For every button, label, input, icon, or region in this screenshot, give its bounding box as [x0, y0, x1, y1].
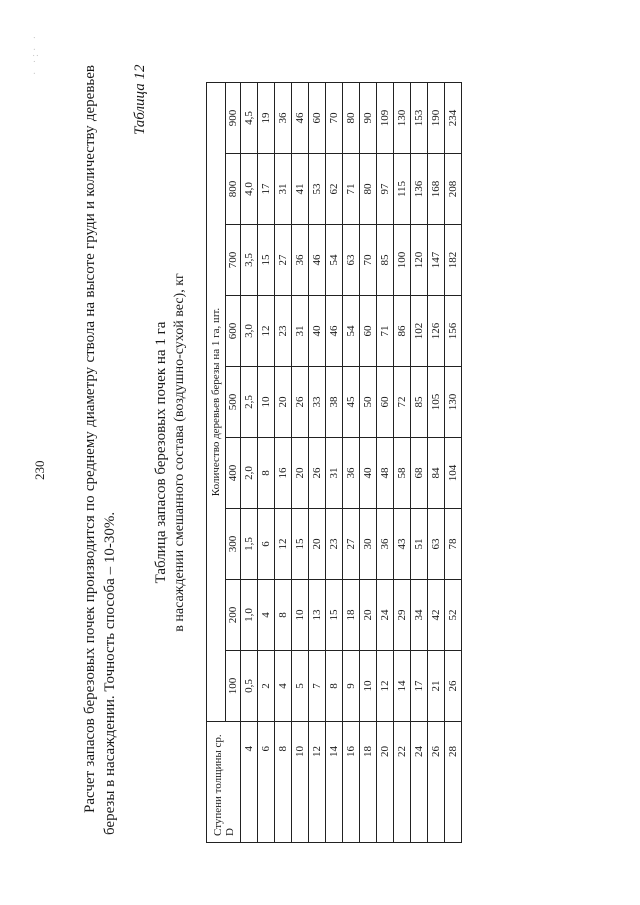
table-cell: 43 [394, 509, 411, 580]
table-cell: 40 [360, 438, 377, 509]
table-cell: 36 [377, 509, 394, 580]
bud-stock-table [206, 82, 462, 843]
table-cell: 80 [343, 83, 360, 154]
table-cell: 5 [292, 651, 309, 722]
table-body [241, 83, 462, 843]
column-header: 900 [226, 83, 241, 154]
table-cell: 71 [343, 154, 360, 225]
table-row [377, 83, 394, 843]
row-label-cell: 20 [377, 722, 394, 843]
table-cell: 46 [292, 83, 309, 154]
table-cell: 53 [309, 154, 326, 225]
table-cell: 52 [445, 580, 462, 651]
table-cell: 8 [275, 580, 292, 651]
table-row [309, 83, 326, 843]
table-row [394, 83, 411, 843]
table-cell: 20 [275, 367, 292, 438]
table-cell: 46 [326, 296, 343, 367]
table-cell: 51 [411, 509, 428, 580]
table-cell: 50 [360, 367, 377, 438]
table-cell: 80 [360, 154, 377, 225]
table-cell: 4 [275, 651, 292, 722]
table-cell: 147 [428, 225, 445, 296]
column-header: 300 [226, 509, 241, 580]
table-cell: 20 [360, 580, 377, 651]
table-cell: 20 [292, 438, 309, 509]
table-cell: 26 [309, 438, 326, 509]
table-cell: 115 [394, 154, 411, 225]
table-cell: 2,0 [241, 438, 258, 509]
table-cell: 2,5 [241, 367, 258, 438]
table-cell: 153 [411, 83, 428, 154]
table-cell: 36 [343, 438, 360, 509]
row-label-cell: 28 [445, 722, 462, 843]
table-cell: 104 [445, 438, 462, 509]
table-cell: 12 [275, 509, 292, 580]
group-header-cell: Количество деревьев березы на 1 га, шт. [207, 83, 226, 722]
table-cell: 36 [275, 83, 292, 154]
table-cell: 20 [309, 509, 326, 580]
row-label-cell: 8 [275, 722, 292, 843]
table-cell: 33 [309, 367, 326, 438]
table-cell: 9 [343, 651, 360, 722]
table-cell: 42 [428, 580, 445, 651]
table-cell: 168 [428, 154, 445, 225]
table-cell: 102 [411, 296, 428, 367]
column-header: 400 [226, 438, 241, 509]
table-cell: 60 [309, 83, 326, 154]
row-label-cell: 18 [360, 722, 377, 843]
table-cell: 15 [326, 580, 343, 651]
table-row [428, 83, 445, 843]
table-cell: 1,0 [241, 580, 258, 651]
table-cell: 26 [292, 367, 309, 438]
table-cell: 3,5 [241, 225, 258, 296]
table-cell: 120 [411, 225, 428, 296]
table-cell: 40 [309, 296, 326, 367]
table-cell: 71 [377, 296, 394, 367]
row-label-cell: 16 [343, 722, 360, 843]
table-cell: 3,0 [241, 296, 258, 367]
table-row [241, 83, 258, 843]
table-cell: 8 [326, 651, 343, 722]
table-cell: 136 [411, 154, 428, 225]
table-cell: 58 [394, 438, 411, 509]
table-cell: 85 [411, 367, 428, 438]
column-header: 800 [226, 154, 241, 225]
column-header: 700 [226, 225, 241, 296]
row-label-cell: 6 [258, 722, 275, 843]
table-cell: 36 [292, 225, 309, 296]
table-cell: 15 [258, 225, 275, 296]
table-cell: 63 [343, 225, 360, 296]
table-cell: 4 [258, 580, 275, 651]
table-cell: 4,0 [241, 154, 258, 225]
table-row [326, 83, 343, 843]
table-row [360, 83, 377, 843]
table-title: Таблица запасов березовых почек на 1 га [153, 321, 169, 584]
table-cell: 10 [360, 651, 377, 722]
column-header: 200 [226, 580, 241, 651]
table-cell: 41 [292, 154, 309, 225]
table-row [292, 83, 309, 843]
table-row [258, 83, 275, 843]
table-cell: 10 [258, 367, 275, 438]
row-label-cell: 22 [394, 722, 411, 843]
table-cell: 18 [343, 580, 360, 651]
row-label-cell: 12 [309, 722, 326, 843]
table-cell: 26 [445, 651, 462, 722]
table-cell: 130 [445, 367, 462, 438]
table-cell: 48 [377, 438, 394, 509]
table-row [411, 83, 428, 843]
table-cell: 17 [411, 651, 428, 722]
row-label-cell: 26 [428, 722, 445, 843]
table-cell: 12 [377, 651, 394, 722]
table-cell: 190 [428, 83, 445, 154]
column-header: 500 [226, 367, 241, 438]
table-cell: 19 [258, 83, 275, 154]
table-cell: 12 [258, 296, 275, 367]
table-cell: 29 [394, 580, 411, 651]
table-cell: 105 [428, 367, 445, 438]
table-cell: 78 [445, 509, 462, 580]
table-cell: 21 [428, 651, 445, 722]
table-cell: 90 [360, 83, 377, 154]
table-cell: 7 [309, 651, 326, 722]
table-cell: 4,5 [241, 83, 258, 154]
column-header: 600 [226, 296, 241, 367]
table-cell: 16 [275, 438, 292, 509]
table-cell: 156 [445, 296, 462, 367]
scan-smudge: · ·:· · [30, 32, 41, 75]
table-subtitle: в насаждении смешанного состава (воздушно-сухой вес), кг [172, 273, 187, 632]
table-cell: 54 [343, 296, 360, 367]
table-cell: 38 [326, 367, 343, 438]
table-row [343, 83, 360, 843]
table-cell: 27 [275, 225, 292, 296]
table-cell: 182 [445, 225, 462, 296]
table-cell: 109 [377, 83, 394, 154]
table-cell: 84 [428, 438, 445, 509]
table-cell: 0,5 [241, 651, 258, 722]
table-cell: 72 [394, 367, 411, 438]
row-label-cell: 14 [326, 722, 343, 843]
row-header-cell: Ступени толщины ср. D [207, 722, 241, 843]
table-cell: 85 [377, 225, 394, 296]
table-cell: 17 [258, 154, 275, 225]
table-cell: 23 [275, 296, 292, 367]
table-cell: 62 [326, 154, 343, 225]
table-row [275, 83, 292, 843]
column-header: 100 [226, 651, 241, 722]
table-cell: 234 [445, 83, 462, 154]
table-cell: 54 [326, 225, 343, 296]
table-cell: 14 [394, 651, 411, 722]
table-cell: 60 [377, 367, 394, 438]
table-cell: 208 [445, 154, 462, 225]
table-cell: 1,5 [241, 509, 258, 580]
intro-text: Расчет запасов березовых почек производится по среднему диаметру ствола на высоте груди и количеству деревьев березы в насаждении. Точность способа – 10-30%. [82, 65, 118, 835]
table-cell: 60 [360, 296, 377, 367]
table-row [445, 83, 462, 843]
table-cell: 8 [258, 438, 275, 509]
table-cell: 30 [360, 509, 377, 580]
table-cell: 70 [326, 83, 343, 154]
table-cell: 6 [258, 509, 275, 580]
table-cell: 31 [275, 154, 292, 225]
table-cell: 24 [377, 580, 394, 651]
table-label: Таблица 12 [132, 64, 148, 135]
table-cell: 100 [394, 225, 411, 296]
table-cell: 15 [292, 509, 309, 580]
table-cell: 34 [411, 580, 428, 651]
row-label-cell: 24 [411, 722, 428, 843]
row-label-cell: 4 [241, 722, 258, 843]
table-cell: 2 [258, 651, 275, 722]
table-header-row [207, 83, 226, 843]
table-cell: 126 [428, 296, 445, 367]
table-cell: 68 [411, 438, 428, 509]
table-cell: 31 [292, 296, 309, 367]
table-cell: 70 [360, 225, 377, 296]
row-label-cell: 10 [292, 722, 309, 843]
page-number: 230 [32, 460, 47, 480]
table-cell: 45 [343, 367, 360, 438]
table-cell: 31 [326, 438, 343, 509]
table-cell: 63 [428, 509, 445, 580]
table-cell: 130 [394, 83, 411, 154]
table-cell: 23 [326, 509, 343, 580]
intro-paragraph [80, 65, 120, 835]
table-cell: 27 [343, 509, 360, 580]
table-cell: 46 [309, 225, 326, 296]
table-cell: 97 [377, 154, 394, 225]
table-cell: 10 [292, 580, 309, 651]
table-cell: 86 [394, 296, 411, 367]
table-cell: 13 [309, 580, 326, 651]
